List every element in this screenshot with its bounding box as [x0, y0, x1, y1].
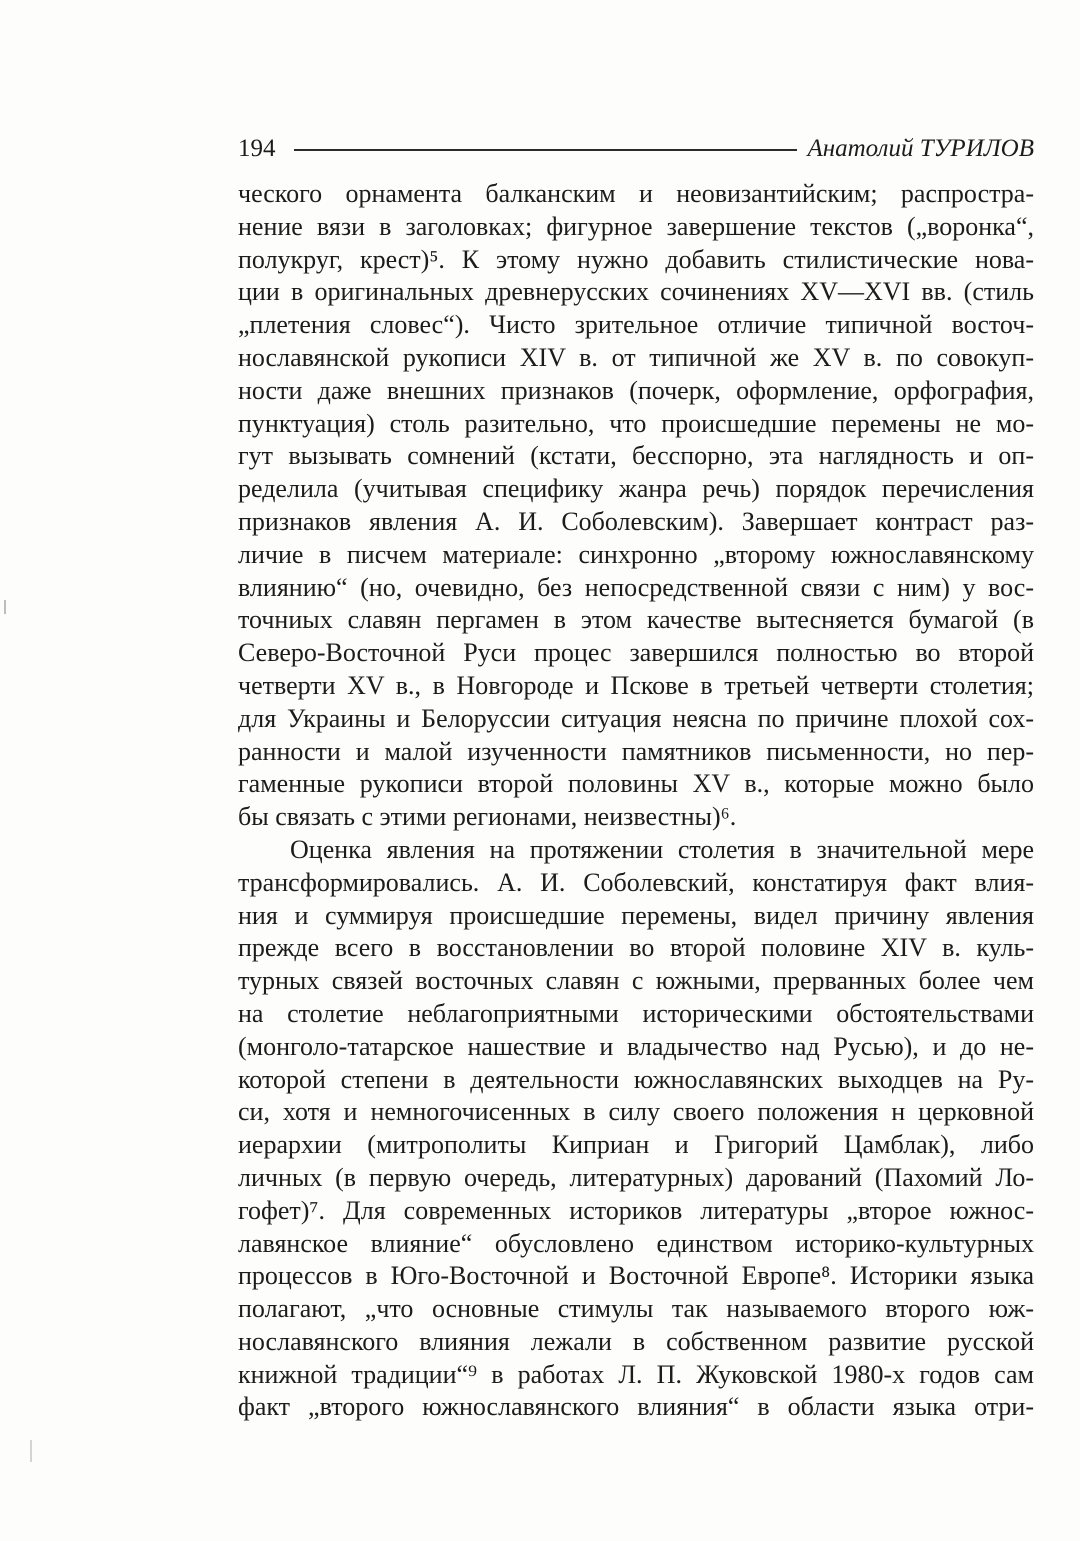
text-line: точниых славян пергамен в этом качестве вытесняется бумагой (в: [238, 605, 1034, 635]
text-line: Северо-Восточной Руси процес завершился полностью во второй: [238, 638, 1034, 668]
text-line: четверти XV в., в Новгороде и Пскове в третьей четверти столетия;: [238, 670, 1034, 700]
text-line: ции в оригинальных древнерусских сочинениях XV—XVI вв. (стиль: [238, 277, 1034, 307]
scan-margin-mark: [4, 600, 6, 614]
text-line: си, хотя и немногочисенных в силу своего положения н церковной: [238, 1097, 1034, 1127]
text-line: (монголо-татарское нашествие и владычество над Русью), и до не-: [238, 1031, 1034, 1061]
text-line: процессов в Юго-Восточной и Восточной Европе⁸. Историки языка: [238, 1261, 1034, 1291]
text-line: ранности и малой изученности памятников письменности, но пер-: [238, 736, 1034, 766]
text-line: которой степени в деятельности южнославянских выходцев на Ру-: [238, 1064, 1034, 1094]
text-line: гут вызывать сомнений (кстати, бесспорно, эта наглядность и оп-: [238, 441, 1034, 471]
text-line: турных связей восточных славян с южными, прерванных более чем: [238, 966, 1034, 996]
text-line: пунктуация) столь разительно, что происшедшие перемены не мо-: [238, 408, 1034, 438]
text-line: признаков явления А. И. Соболевским). Завершает контраст раз-: [238, 506, 1034, 536]
text-line: полагают, „что основные стимулы так называемого второго юж-: [238, 1294, 1034, 1324]
text-line: полукруг, крест)⁵. К этому нужно добавить стилистические нова-: [238, 244, 1034, 274]
text-line: ческого орнамента балканским и неовизантийским; распростра-: [238, 179, 1034, 208]
text-line: нение вязи в заголовках; фигурное завершение текстов („воронка“,: [238, 211, 1034, 241]
text-line: для Украины и Белоруссии ситуация неясна по причине плохой сох-: [238, 703, 1034, 733]
paragraph-first-line: Оценка явления на протяжении столетия в значительной мере: [290, 834, 1034, 864]
text-line: гофет)⁷. Для современных историков литературы „второе южнос-: [238, 1195, 1034, 1225]
text-line: ния и суммируя происшедшие перемены, видел причину явления: [238, 900, 1034, 930]
paragraph-last-line: бы связать с этими регионами, неизвестны)⁶.: [238, 802, 737, 832]
header-rule: [294, 149, 798, 151]
running-head-author: Анатолий ТУРИЛОВ: [807, 135, 1034, 162]
text-line: лавянское влияние“ обусловлено единством историко-культурных: [238, 1228, 1034, 1258]
text-line: факт „второго южнославянского влияния“ в области языка отри-: [238, 1392, 1034, 1422]
text-line: влиянию“ (но, очевидно, без непосредственной связи с ним) у вос-: [238, 572, 1034, 602]
text-line: гаменные рукописи второй половины XV в., которые можно было: [238, 769, 1034, 799]
page-number: 194: [238, 135, 276, 162]
text-line: иерархии (митрополиты Киприан и Григорий Цамблак), либо: [238, 1130, 1034, 1160]
text-line: прежде всего в восстановлении во второй половине XIV в. куль-: [238, 933, 1034, 963]
text-line: нославянского влияния лежали в собственном развитие русской: [238, 1326, 1034, 1356]
scan-margin-mark: [30, 1440, 32, 1462]
text-line: книжной традиции“⁹ в работах Л. П. Жуковской 1980-х годов сам: [238, 1359, 1034, 1389]
text-line: ределила (учитывая специфику жанра речь) порядок перечисления: [238, 474, 1034, 504]
text-line: ности даже внешних признаков (почерк, оформление, орфография,: [238, 375, 1034, 405]
body-text: [238, 178, 1034, 1424]
running-head: [238, 127, 1034, 163]
text-line: нославянской рукописи XIV в. от типичной же XV в. по совокуп-: [238, 342, 1034, 372]
text-line: личных (в первую очередь, литературных) дарований (Пахомий Ло-: [238, 1162, 1034, 1192]
text-line: трансформировались. А. И. Соболевский, констатируя факт влия-: [238, 867, 1034, 897]
text-line: личие в писчем материале: синхронно „второму южнославянскому: [238, 539, 1034, 569]
text-line: на столетие неблагоприятными историческими обстоятельствами: [238, 998, 1034, 1028]
text-line: „плетения словес“). Чисто зрительное отличие типичной восточ-: [238, 310, 1034, 340]
